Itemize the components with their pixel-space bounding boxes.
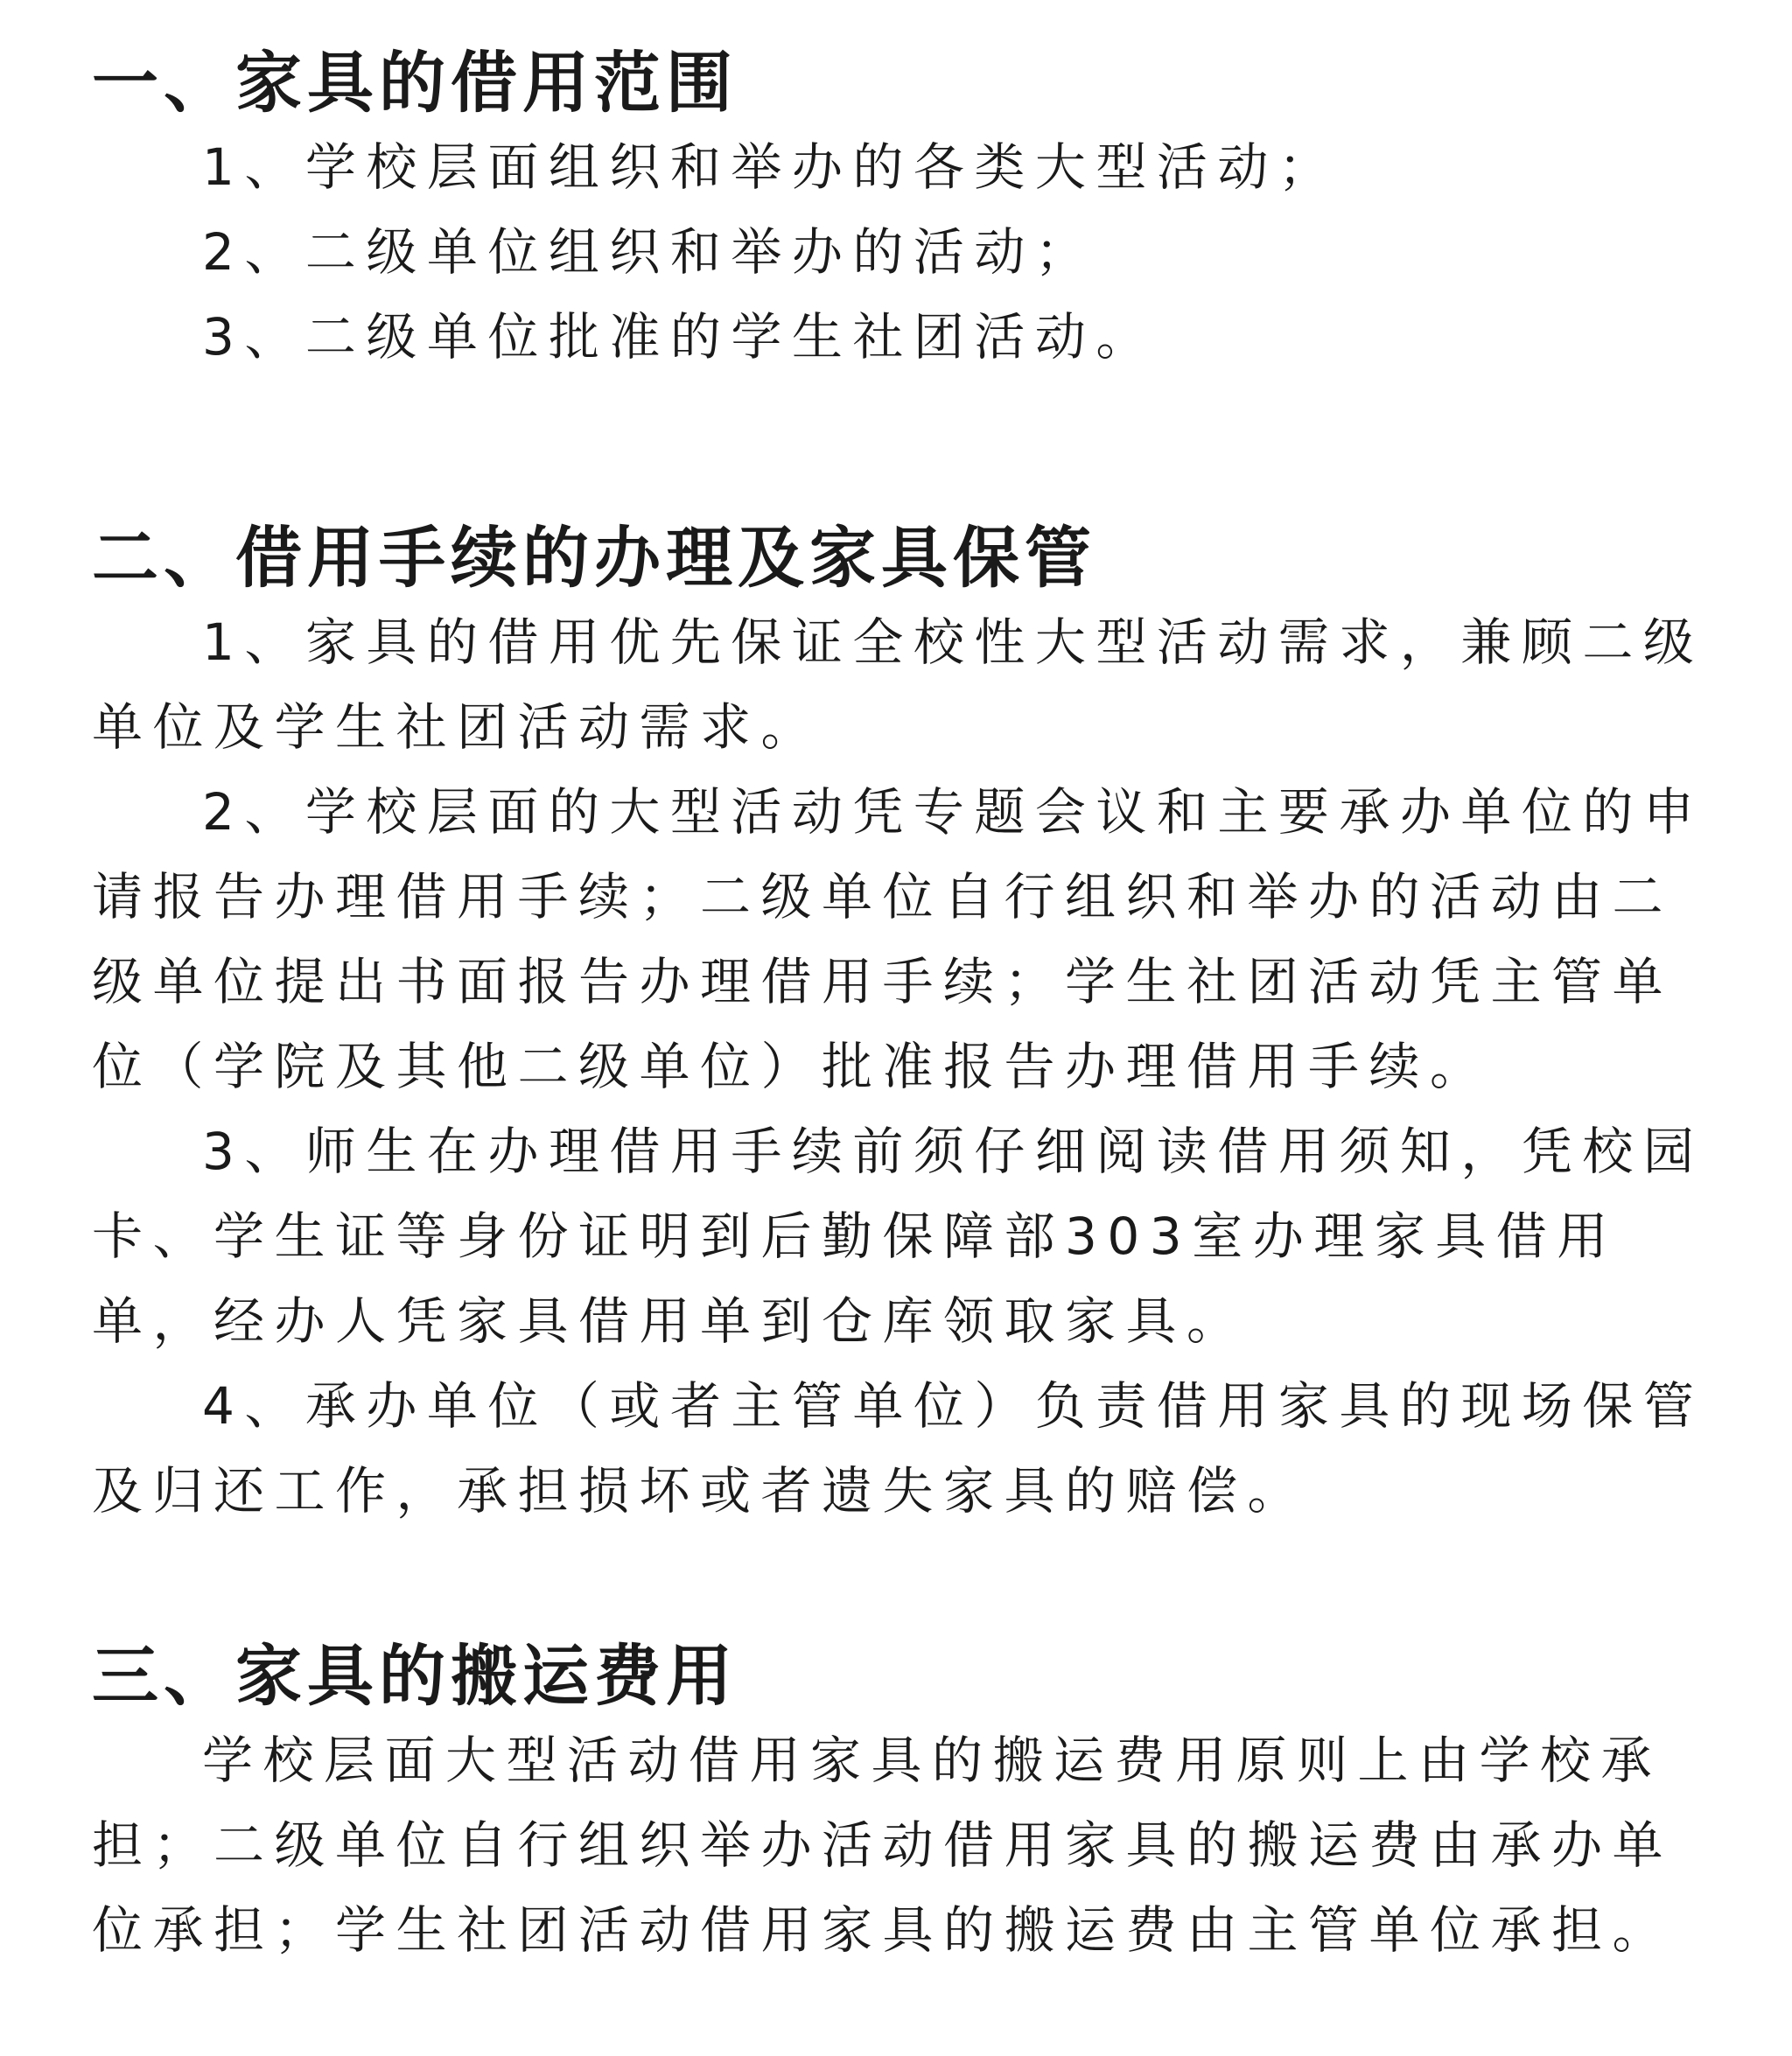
- list-item: 1、家具的借用优先保证全校性大型活动需求，兼顾二级单位及学生社团活动需求。: [92, 612, 1704, 757]
- section-borrowing-procedure: [92, 516, 1715, 1534]
- list-item: 2、学校层面的大型活动凭专题会议和主要承办单位的申请报告办理借用手续；二级单位自行组织和举办的活动由二级单位提出书面报告办理借用手续；学生社团活动凭主管单位（学院及其他二级单位）批准报告办理借用手续。: [92, 782, 1704, 1096]
- section-borrowing-scope: [92, 41, 1715, 380]
- list-item: 4、承办单位（或者主管单位）负责借用家具的现场保管及归还工作，承担损坏或者遗失家具的赔偿。: [92, 1376, 1704, 1521]
- paragraph: 学校层面大型活动借用家具的搬运费用原则上由学校承担；二级单位自行组织举办活动借用家具的搬运费由承办单位承担；学生社团活动借用家具的搬运费由主管单位承担。: [92, 1731, 1674, 1960]
- list-item: 2、二级单位组织和举办的活动；: [202, 222, 1096, 282]
- section-moving-costs: [92, 1634, 1715, 1973]
- list-item: 3、师生在办理借用手续前须仔细阅读借用须知，凭校园卡、学生证等身份证明到后勤保障部303室办理家具借用单，经办人凭家具借用单到仓库领取家具。: [92, 1122, 1704, 1351]
- list-item: 1、学校层面组织和举办的各类大型活动；: [202, 137, 1340, 197]
- section-heading: 二、借用手续的办理及家具保管: [92, 519, 1096, 597]
- section-heading: 一、家具的借用范围: [92, 44, 738, 122]
- section-heading: 三、家具的搬运费用: [92, 1637, 738, 1715]
- list-item: 3、二级单位批准的学生社团活动。: [202, 307, 1157, 367]
